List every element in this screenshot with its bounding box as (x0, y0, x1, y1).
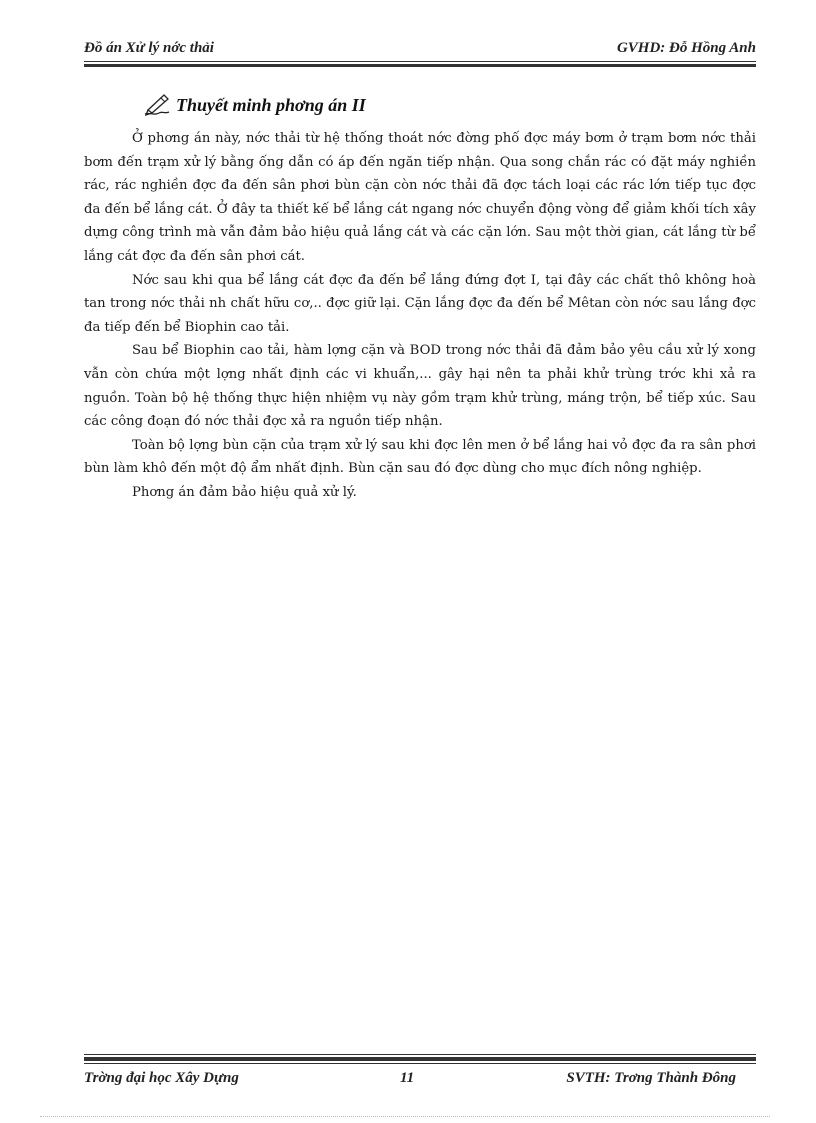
header-rule (84, 61, 756, 62)
page-footer (84, 1070, 756, 1094)
footer-student: SVTH: Trơng Thành Đông (566, 1070, 736, 1086)
paragraph: Phơng án đảm bảo hiệu quả xử lý. (132, 484, 357, 500)
page-header (84, 38, 756, 62)
footer-rule-thick (84, 1057, 756, 1061)
header-title: Đồ án Xử lý nớc thải (84, 40, 214, 56)
section-title: Thuyết minh phơng án II (176, 94, 366, 115)
footer-rule (84, 1054, 756, 1055)
footer-rule-thin (84, 1063, 756, 1064)
page-edge-divider (40, 1116, 770, 1117)
header-rule-thick (84, 64, 756, 67)
pen-writing-icon (142, 92, 172, 118)
header-advisor: GVHD: Đỗ Hồng Anh (616, 40, 756, 56)
body-text (84, 127, 756, 505)
paragraph: Nớc sau khi qua bể lắng cát đợc đa đến bể lắng đứng đợt I, tại đây các chất thô không hoà tan trong nớc thải nh chất hữu cơ,.. đợc giữ lại. Cặn lắng đợc đa đến bể Mêtan còn nớc sau lắng đợc đa tiếp đến bể Biophin cao tải. (84, 272, 756, 335)
paragraph: Toàn bộ lợng bùn cặn của trạm xử lý sau khi đợc lên men ở bể lắng hai vỏ đợc đa ra sân phơi bùn làm khô đến một độ ẩm nhất định. Bùn cặn sau đó đợc dùng cho mục đích nông nghiệp. (84, 437, 756, 477)
section-heading (142, 90, 366, 120)
paragraph: Sau bể Biophin cao tải, hàm lợng cặn và BOD trong nớc thải đã đảm bảo yêu cầu xử lý xong vẫn còn chứa một lợng nhất định các vi khuẩn,... gây hại nên ta phải khử trùng trớc khi xả ra nguồn. Toàn bộ hệ thống thực hiện nhiệm vụ này gồm trạm khử trùng, máng trộn, bể tiếp xúc. Sau các công đoạn đó nớc thải đợc xả ra nguồn tiếp nhận. (84, 343, 756, 430)
page-number: 11 (400, 1070, 415, 1086)
paragraph: Ở phơng án này, nớc thải từ hệ thống thoát nớc đờng phố đợc máy bơm ở trạm bơm nớc thải bơm đến trạm xử lý bằng ống dẫn có áp đến ngăn tiếp nhận. Qua song chắn rác có đặt máy nghiền rác, rác nghiền đợc đa đến sân phơi bùn cặn còn nớc thải đã đợc tách loại các rác lớn tiếp tục đợc đa đến bể lắng cát. Ở đây ta thiết kế bể lắng cát ngang nớc chuyển động vòng để giảm khối tích xây dựng công trình mà vẫn đảm bảo hiệu quả lắng cát và các cặn lớn. Sau một thời gian, cát lắng từ bể lắng cát đợc đa đến sân phơi cát. (84, 131, 756, 264)
footer-university: Trờng đại học Xây Dựng (84, 1070, 239, 1086)
